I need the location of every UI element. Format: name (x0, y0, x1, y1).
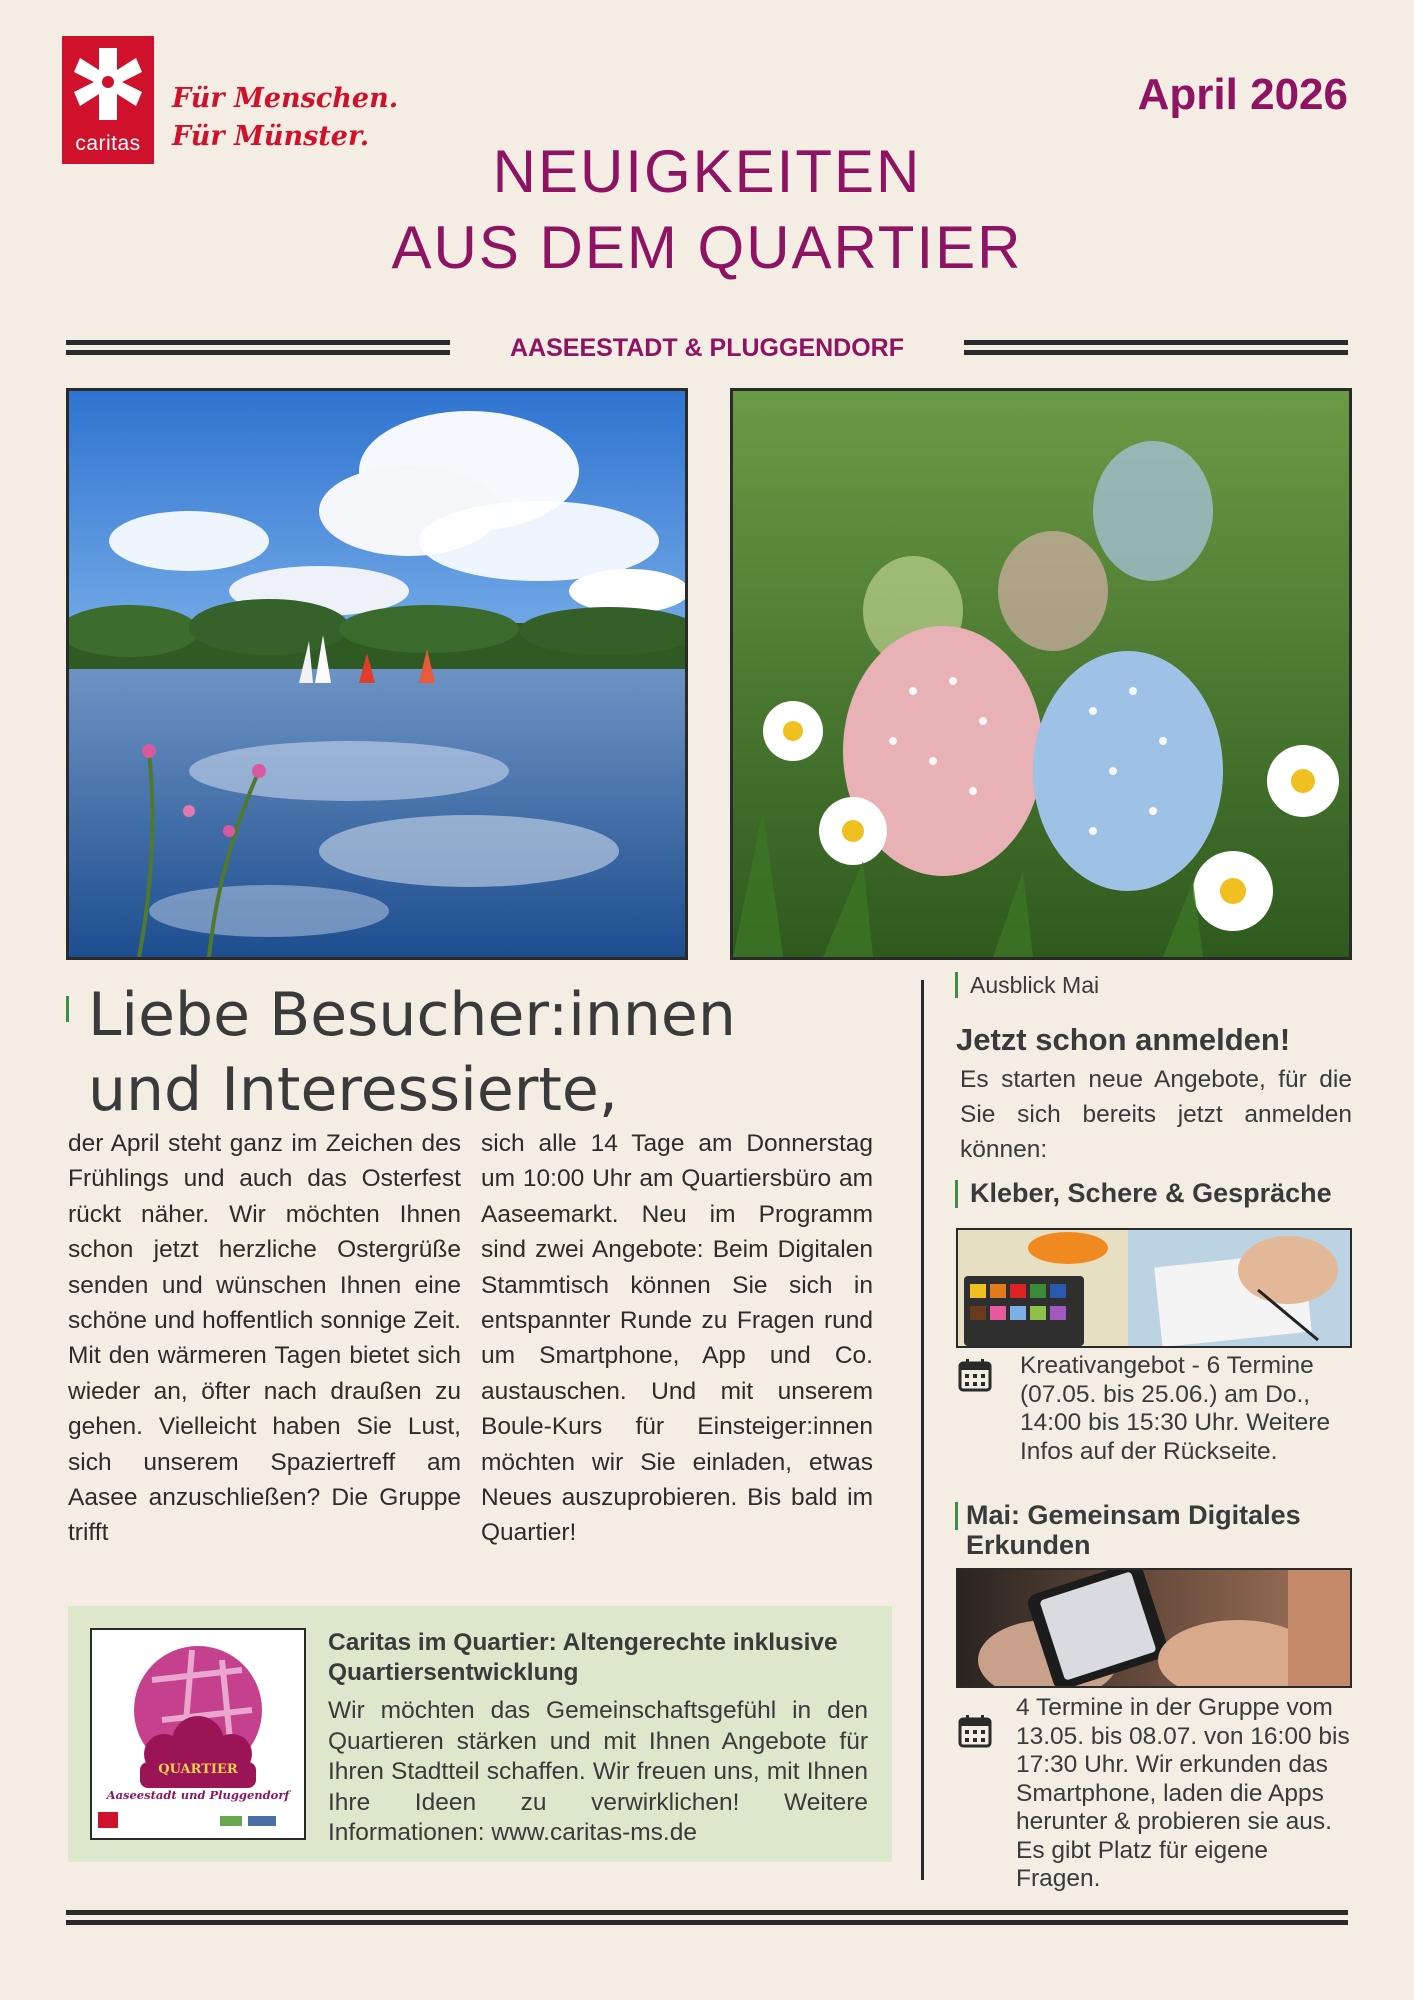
article-column-1: der April steht ganz im Zeichen des Frühlings und auch das Osterfest rückt näher. Wir möchten Ihnen schon jetzt herzliche Ostergrüße senden und wünschen Ihnen eine schöne und hoffentlich sonnige Zeit. Mit den wärmeren Tagen bietet sich wieder an, öfter nach draußen zu gehen. Vielleicht haben Sie Lust, sich unserem Spaziertreff am Aasee anzuschließen? Die Gruppe trifft (68, 1130, 461, 1547)
photo-lake (66, 388, 688, 960)
offer2-text: 4 Termine in der Gruppe vom 13.05. bis 08.07. von 16:00 bis 17:30 Uhr. Wir erkunden das Smartphone, laden die Apps herunter & probieren sie aus. Es gibt Platz für eigene Fragen. (1016, 1694, 1350, 1892)
sidebar-intro: Es starten neue Angebote, für die Sie sich bereits jetzt anmelden können: (960, 1066, 1352, 1163)
footer-rule (66, 1910, 1348, 1925)
offer2-title-line-2: Erkunden (966, 1530, 1091, 1560)
slogan-line-1: Für Menschen. (172, 83, 399, 114)
greeting-accent-bar (66, 996, 69, 1022)
offer2-title-line-1: Mai: Gemeinsam Digitales (966, 1500, 1301, 1530)
subtitle: AASEESTADT & PLUGGENDORF (510, 334, 904, 362)
info-box-title: Caritas im Quartier: Altengerechte inklusive Quartiersentwicklung (328, 1629, 838, 1686)
page-title (0, 134, 1414, 286)
sidebar-label: Ausblick Mai (970, 972, 1100, 998)
title-line-2: AUS DEM QUARTIER (391, 214, 1023, 281)
offer1-accent (955, 1180, 958, 1208)
quartier-logo (90, 1628, 306, 1840)
sidebar-heading: Jetzt schon anmelden! (956, 1022, 1291, 1057)
header-rule-left (66, 340, 450, 355)
column-divider (921, 980, 924, 1880)
calendar-icon (958, 1358, 992, 1392)
offer2-image (956, 1568, 1352, 1688)
greeting-heading (88, 978, 736, 1128)
greeting-line-2: und Interessierte, (88, 1055, 618, 1125)
caritas-cross-icon (72, 44, 144, 124)
offer2-title (966, 1500, 1346, 1560)
header-rule-right (964, 340, 1348, 355)
title-line-1: NEUIGKEITEN (492, 138, 922, 205)
offer1-title: Kleber, Schere & Gespräche (970, 1178, 1332, 1208)
offer1-image (956, 1228, 1352, 1348)
issue-date: April 2026 (1137, 70, 1348, 119)
logo-text: caritas (75, 132, 141, 155)
offer2-accent (955, 1502, 958, 1530)
slogan-line-2: Für Münster. (172, 121, 370, 152)
info-box-body: Wir möchten das Gemeinschaftsgefühl in den Quartieren stärken und mit Ihnen Angebote für Ihren Stadtteil schaffen. Wir freuen uns, mit Ihnen Ihre Ideen zu verwirklichen! Weitere Informationen: www.caritas-ms.de (328, 1697, 868, 1846)
offer1-text: Kreativangebot - 6 Termine (07.05. bis 25.06.) am Do., 14:00 bis 15:30 Uhr. Weitere Infos auf der Rückseite. (1020, 1352, 1331, 1465)
calendar-icon (958, 1714, 992, 1748)
info-box (68, 1606, 892, 1862)
article-column-2: sich alle 14 Tage am Donnerstag um 10:00 Uhr am Quartiersbüro am Aaseemarkt. Neu im Programm sind zwei Angebote: Beim Digitalen Stammtisch können Sie sich in entspannter Runde zu Fragen rund um Smartphone, App und Co. austauschen. Und mit unserem Boule-Kurs für Einsteiger:innen möchten wir Sie einladen, etwas Neues auszuprobieren. Bis bald im Quartier! (481, 1130, 873, 1547)
sidebar-label-accent (955, 972, 958, 998)
photo-easter-eggs (730, 388, 1352, 960)
quartier-logo-label: QUARTIER (158, 1762, 238, 1777)
greeting-line-1: Liebe Besucher:innen (88, 980, 736, 1050)
quartier-logo-caption: Aaseestadt und Pluggendorf (106, 1788, 290, 1802)
